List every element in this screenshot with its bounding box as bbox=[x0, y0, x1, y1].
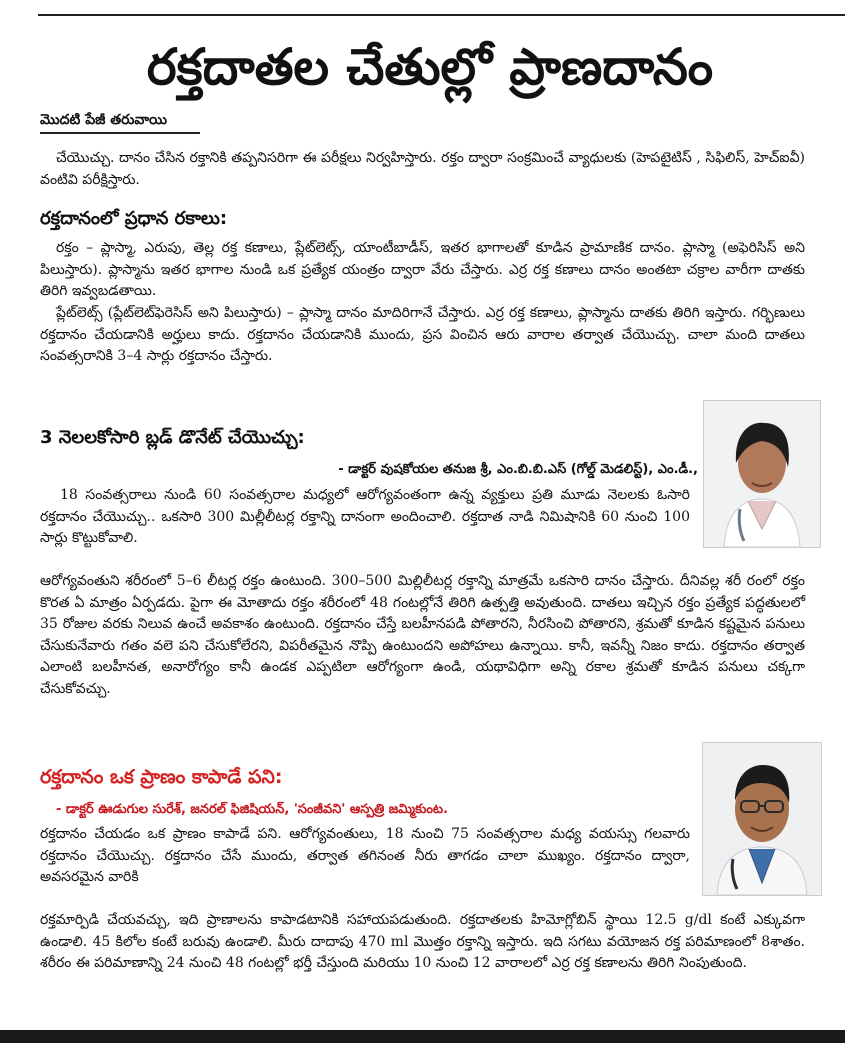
headline: రక్తదాతల చేతుల్లో ప్రాణదానం bbox=[146, 38, 714, 96]
section-heading-interval: 3 నెలలకోసారి బ్లడ్ డొనేట్ చేయొచ్చు: bbox=[40, 427, 305, 448]
lifesaving-paragraph-top: రక్తదానం చేయడం ఒక ప్రాణం కాపాడే పని. ఆరోగ్యవంతులు, 18 నుంచి 75 సంవత్సరాల మధ్య వయస్సు గలవారు రక్తదానం చేయొచ్చు. రక్తదానం చేసే ముందు, తర్వాత తగినంత నీరు తాగడం చాలా ముఖ్యం. రక్తదానం ద్వారా, అవసరమైన వారికి bbox=[40, 826, 690, 885]
byline-doctor-suresh: - డాక్టర్ ఊడుగుల సురేశ్, జనరల్ ఫిజిషియన్, 'సంజీవని' ఆస్పత్రి జమ్మికుంట. bbox=[56, 802, 448, 817]
top-rule bbox=[38, 14, 845, 16]
types-paragraph-1: రక్తం – ప్లాస్మా, ఎరుపు, తెల్ల రక్త కణాలు, ప్లేట్‌లెట్స్, యాంటీబాడీస్, ఇతర భాగాలతో కూడిన ప్రామాణిక దానం. ప్లాస్మా (అఫెరిసిస్ అని పిలుస్తారు). ప్లాస్మాను ఇతర భాగాల నుండి ఒక ప్రత్యేక యంత్రం ద్వారా వేరు చేస్తారు. ఎర్ర రక్త కణాలు దానం అంతటా చక్రాల వారీగా దాతకు తిరిగి ఇవ్వబడతాయి. bbox=[40, 240, 805, 299]
portrait-man-icon bbox=[703, 743, 821, 895]
bottom-bar bbox=[0, 1030, 845, 1043]
interval-paragraph-rest: ఆరోగ్యవంతుని శరీరంలో 5–6 లీటర్ల రక్తం ఉంటుంది. 300–500 మిల్లిలీటర్ల రక్తాన్ని మాత్రమే ఒకసారి దానం చేస్తారు. దీనివల్ల శరీ రంలో రక్తం కొరత ఏ మాత్రం ఏర్పడదు. పైగా ఈ మోతాదు రక్తం శరీరంలో 48 గంటల్లోనే తిరిగి ఉత్పత్తి అవుతుంది. దాతలు ఇచ్చిన రక్తం ప్రత్యేక పద్ధతులలో 35 రోజుల వరకు నిలువ ఉంచే అవకాశం ఉంటుంది. రక్తదానం చేస్తే బలహీనపడి పోతారని, నీరసించి పోతారని, శ్రమతో కూడిన కష్టమైన పనులు చేసుకునేవారు గతం వలె పని చేసుకోలేరని, విపరీతమైన నొప్పి ఉంటుందని అపోహలు ఉన్నాయి. కానీ, ఇవన్నీ నిజం కాదు. రక్తదానం తర్వాత ఎలాంటి బలహీనత, అనారోగ్యం కానీ ఉండక ఎప్పటిలా ఆరోగ్యంగా ఉండి, యథావిధిగా అన్ని రకాల శ్రమతో కూడిన పనులు చక్కగా చేసుకోవచ్చు. bbox=[40, 573, 805, 697]
continuation-kicker: మొదటి పేజీ తరువాయి bbox=[40, 112, 167, 128]
intro-paragraph: చేయొచ్చు. దానం చేసిన రక్తానికి తప్పనిసరిగా ఈ పరీక్షలు నిర్వహిస్తారు. రక్తం ద్వారా సంక్రమించే వ్యాధులకు (హెపటైటిస్ , సిఫిలిస్, హెచ్ఐవీ) వంటివి పరీక్షిస్తారు. bbox=[40, 150, 805, 188]
lifesaving-paragraph-rest: రక్తమార్పిడి చేయవచ్చు, ఇది ప్రాణాలను కాపాడటానికి సహాయపడుతుంది. రక్తదాతలకు హిమోగ్లోబిన్ స్థాయి 12.5 g/dl కంటే ఎక్కువగా ఉండాలి. 45 కిలోల కంటే బరువు ఉండాలి. మీరు దాదాపు 470 ml మొత్తం రక్తాన్ని ఇస్తారు. ఇది సగటు వయోజన రక్త పరిమాణంలో 8శాతం. శరీరం ఈ పరిమాణాన్ని 24 నుంచి 48 గంటల్లో భర్తీ చేస్తుంది మరియు 10 నుంచి 12 వారాలలో ఎర్ర రక్త కణాలను తిరిగి నింపుతుంది. bbox=[40, 912, 805, 971]
section-heading-types: రక్తదానంలో ప్రధాన రకాలు: bbox=[40, 208, 228, 229]
byline-doctor-tanuja: - డాక్టర్ వుషకోయల తనుజ శ్రీ, ఎం.బి.బి.ఎస్ (గోల్డ్ మెడలిస్ట్), ఎం.డీ., bbox=[338, 462, 698, 477]
types-paragraph-2: ప్లేట్‌లెట్స్ (ప్లేట్‌లెట్‌ఫెరెసిస్ అని పిలుస్తారు) – ప్లాస్మా దానం మాదిరిగానే చేస్తారు. ఎర్ర రక్త కణాలు, ప్లాస్మాను దాతకు తిరిగి ఇస్తారు. గర్భిణులు రక్తదానం చేయడానికి అర్హులు కాదు. రక్తదానం చేయడానికి ముందు, ప్రస వించిన ఆరు వారాల తర్వాత చేయొచ్చు. చాలా మంది దాతలు సంవత్సరానికి 3–4 సార్లు రక్తదానం చేస్తారు. bbox=[40, 305, 805, 364]
doctor-photo-tanuja bbox=[703, 400, 821, 548]
portrait-woman-icon bbox=[704, 401, 820, 547]
kicker-underline bbox=[40, 132, 200, 134]
doctor-photo-suresh bbox=[702, 742, 822, 896]
section-heading-lifesaving: రక్తదానం ఒక ప్రాణం కాపాడే పని: bbox=[40, 766, 283, 788]
interval-paragraph-top: 18 సంవత్సరాలు నుండి 60 సంవత్సరాల మధ్యలో ఆరోగ్యవంతంగా ఉన్న వ్యక్తులు ప్రతి మూడు నెలలకు ఓసారి రక్తదానం చేయొచ్చు.. ఒకసారి 300 మిల్లీలీటర్ల రక్తాన్ని దానంగా అందించాలి. రక్తదాత నాడి నిమిషానికి 60 నుంచి 100 సార్లు కొట్టుకోవాలి. bbox=[40, 487, 690, 546]
